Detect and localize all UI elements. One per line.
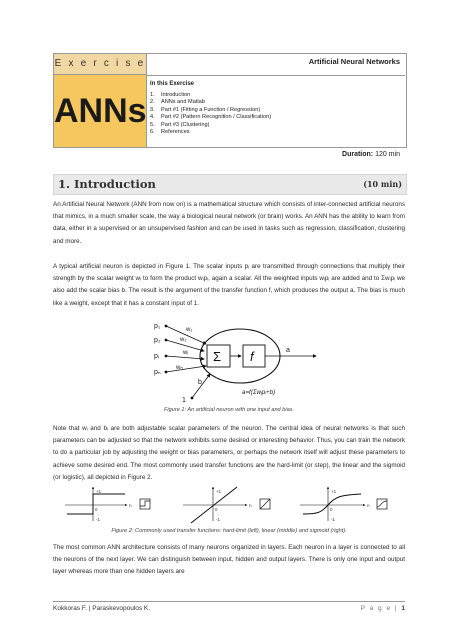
sigmoid-plot bbox=[300, 487, 387, 522]
duration bbox=[300, 151, 400, 158]
toc-item: 5. Part #3 (Clustering) bbox=[150, 121, 210, 128]
exercise-header bbox=[53, 53, 407, 148]
svg-text:0: 0 bbox=[215, 507, 218, 512]
weight-label: w₁ bbox=[186, 327, 193, 333]
duration-value: 120 min bbox=[375, 151, 400, 158]
connection bbox=[166, 356, 204, 359]
weight-label: wₙ bbox=[176, 365, 183, 371]
footer-authors: Kokkoras F. | Paraskevopoulos K. bbox=[53, 605, 151, 612]
input-label: p₁ bbox=[154, 323, 161, 330]
paragraph-architecture: The most common ANN architecture consists of many neurons organized in layers. Each neuron in a layer is connected to all the neurons of the next layer. We can distinguish between input, hidden and output layers. There is only one input and output layer whereas more than one hidden layers are bbox=[53, 544, 405, 576]
toc-box bbox=[147, 75, 405, 148]
svg-text:0: 0 bbox=[330, 507, 333, 512]
svg-text:-1: -1 bbox=[216, 517, 221, 522]
sigmoid-symbol bbox=[377, 499, 387, 509]
paragraph-neuron: A typical artificial neuron is depicted in Figure 1. The scalar inputs pᵢ are transmitted through connections that multiply their strength by the scalar weight wᵢ to form the product wᵢpᵢ, again a scalar. All the weighted inputs wᵢpᵢ are added and to Σwᵢpᵢ we also add the scalar bias b. The result is the argument of the transfer function f, which produces the output a. The bias is much like a weight, except that it has a constant input of 1. bbox=[53, 263, 405, 307]
page-number: 1 bbox=[401, 605, 405, 612]
toc-item: 4. Part #2 (Pattern Recognition / Classification) bbox=[150, 114, 272, 121]
toc-heading: In this Exercise bbox=[150, 81, 195, 87]
func-symbol: f bbox=[250, 349, 254, 364]
figure1-caption: Figure 1: An artificial neuron with one input and bias. bbox=[163, 407, 295, 413]
input-label: p₂ bbox=[154, 337, 161, 344]
svg-text:+1: +1 bbox=[331, 489, 337, 494]
output-label: a bbox=[286, 347, 290, 354]
footer-page bbox=[300, 605, 405, 612]
input-label: pᵢ bbox=[154, 353, 159, 360]
input-label: pₙ bbox=[154, 369, 161, 376]
toc-item: 6. References bbox=[150, 129, 190, 136]
weight-label: wᵢ bbox=[183, 350, 189, 356]
figure-transfer-functions bbox=[55, 485, 405, 525]
svg-text:n: n bbox=[367, 503, 370, 508]
toc-item: 1. Introduction bbox=[150, 92, 191, 98]
svg-text:+1: +1 bbox=[216, 489, 222, 494]
paragraph-parameters: Note that wᵢ and bᵢ are both adjustable scalar parameters of the neuron. The central idea of neural networks is that such parameters can be adjusted so that the network exhibits some desired or interesting behavior. Thus, you can train the network to do a particular job by adjusting the weight or bias parameters, or perhaps the network itself will adjust these parameters to achieve some desired end. The most commonly used transfer functions are the hard-limit (or step), the linear and the sigmoid (or logistic), all depicted in Figure 2. bbox=[53, 425, 405, 481]
func-block bbox=[243, 345, 265, 367]
bias-label: b bbox=[198, 379, 202, 386]
exercise-title: ANNs bbox=[54, 75, 147, 147]
exercise-label: E x e r c i s e bbox=[54, 54, 147, 75]
svg-text:0: 0 bbox=[95, 507, 98, 512]
svg-text:-1: -1 bbox=[331, 517, 336, 522]
duration-label: Duration: bbox=[342, 151, 374, 158]
toc-item: 2. ANNs and Matlab bbox=[150, 99, 205, 106]
hardlimit-plot bbox=[65, 487, 150, 522]
weight-label: w₂ bbox=[180, 337, 187, 343]
bias-input-label: 1 bbox=[182, 397, 186, 404]
svg-text:+1: +1 bbox=[96, 489, 102, 494]
paragraph-intro: An Artificial Neural Network (ANN from now on) is a mathematical structure which consists of inter-connected artificial neurons that mimics, in a much smaller scale, the way a biological neural network (or brain) works. An ANN has the ability to learn from data, either in a supervised or an unsupervised fashion and can be used in tasks such as regression, classification, clustering and more. bbox=[53, 201, 405, 245]
connection bbox=[166, 366, 206, 372]
figure-neuron bbox=[140, 318, 330, 404]
section-time: (10 min) bbox=[363, 179, 402, 189]
toc-list bbox=[150, 92, 271, 136]
svg-text:n: n bbox=[249, 503, 252, 508]
section-title: 1. Introduction bbox=[58, 177, 156, 191]
section-heading bbox=[53, 174, 407, 195]
sum-symbol: Σ bbox=[213, 349, 222, 364]
figure2-caption: Figure 2: Commonly used transfer functions: hard-limit (left), linear (middle) and sigmoid (right). bbox=[111, 528, 347, 534]
svg-text:-1: -1 bbox=[96, 517, 101, 522]
footer-divider bbox=[53, 601, 405, 602]
page-label: P a g e | bbox=[360, 605, 399, 612]
svg-text:n: n bbox=[129, 503, 132, 508]
course-title: Artificial Neural Networks bbox=[308, 57, 400, 66]
neuron-equation: a=f(Σwᵢpᵢ+b) bbox=[242, 389, 276, 396]
toc-item: 3. Part #1 (Fitting a Function / Regression) bbox=[150, 106, 261, 113]
bias-line bbox=[192, 374, 210, 398]
linear-plot bbox=[183, 487, 270, 523]
